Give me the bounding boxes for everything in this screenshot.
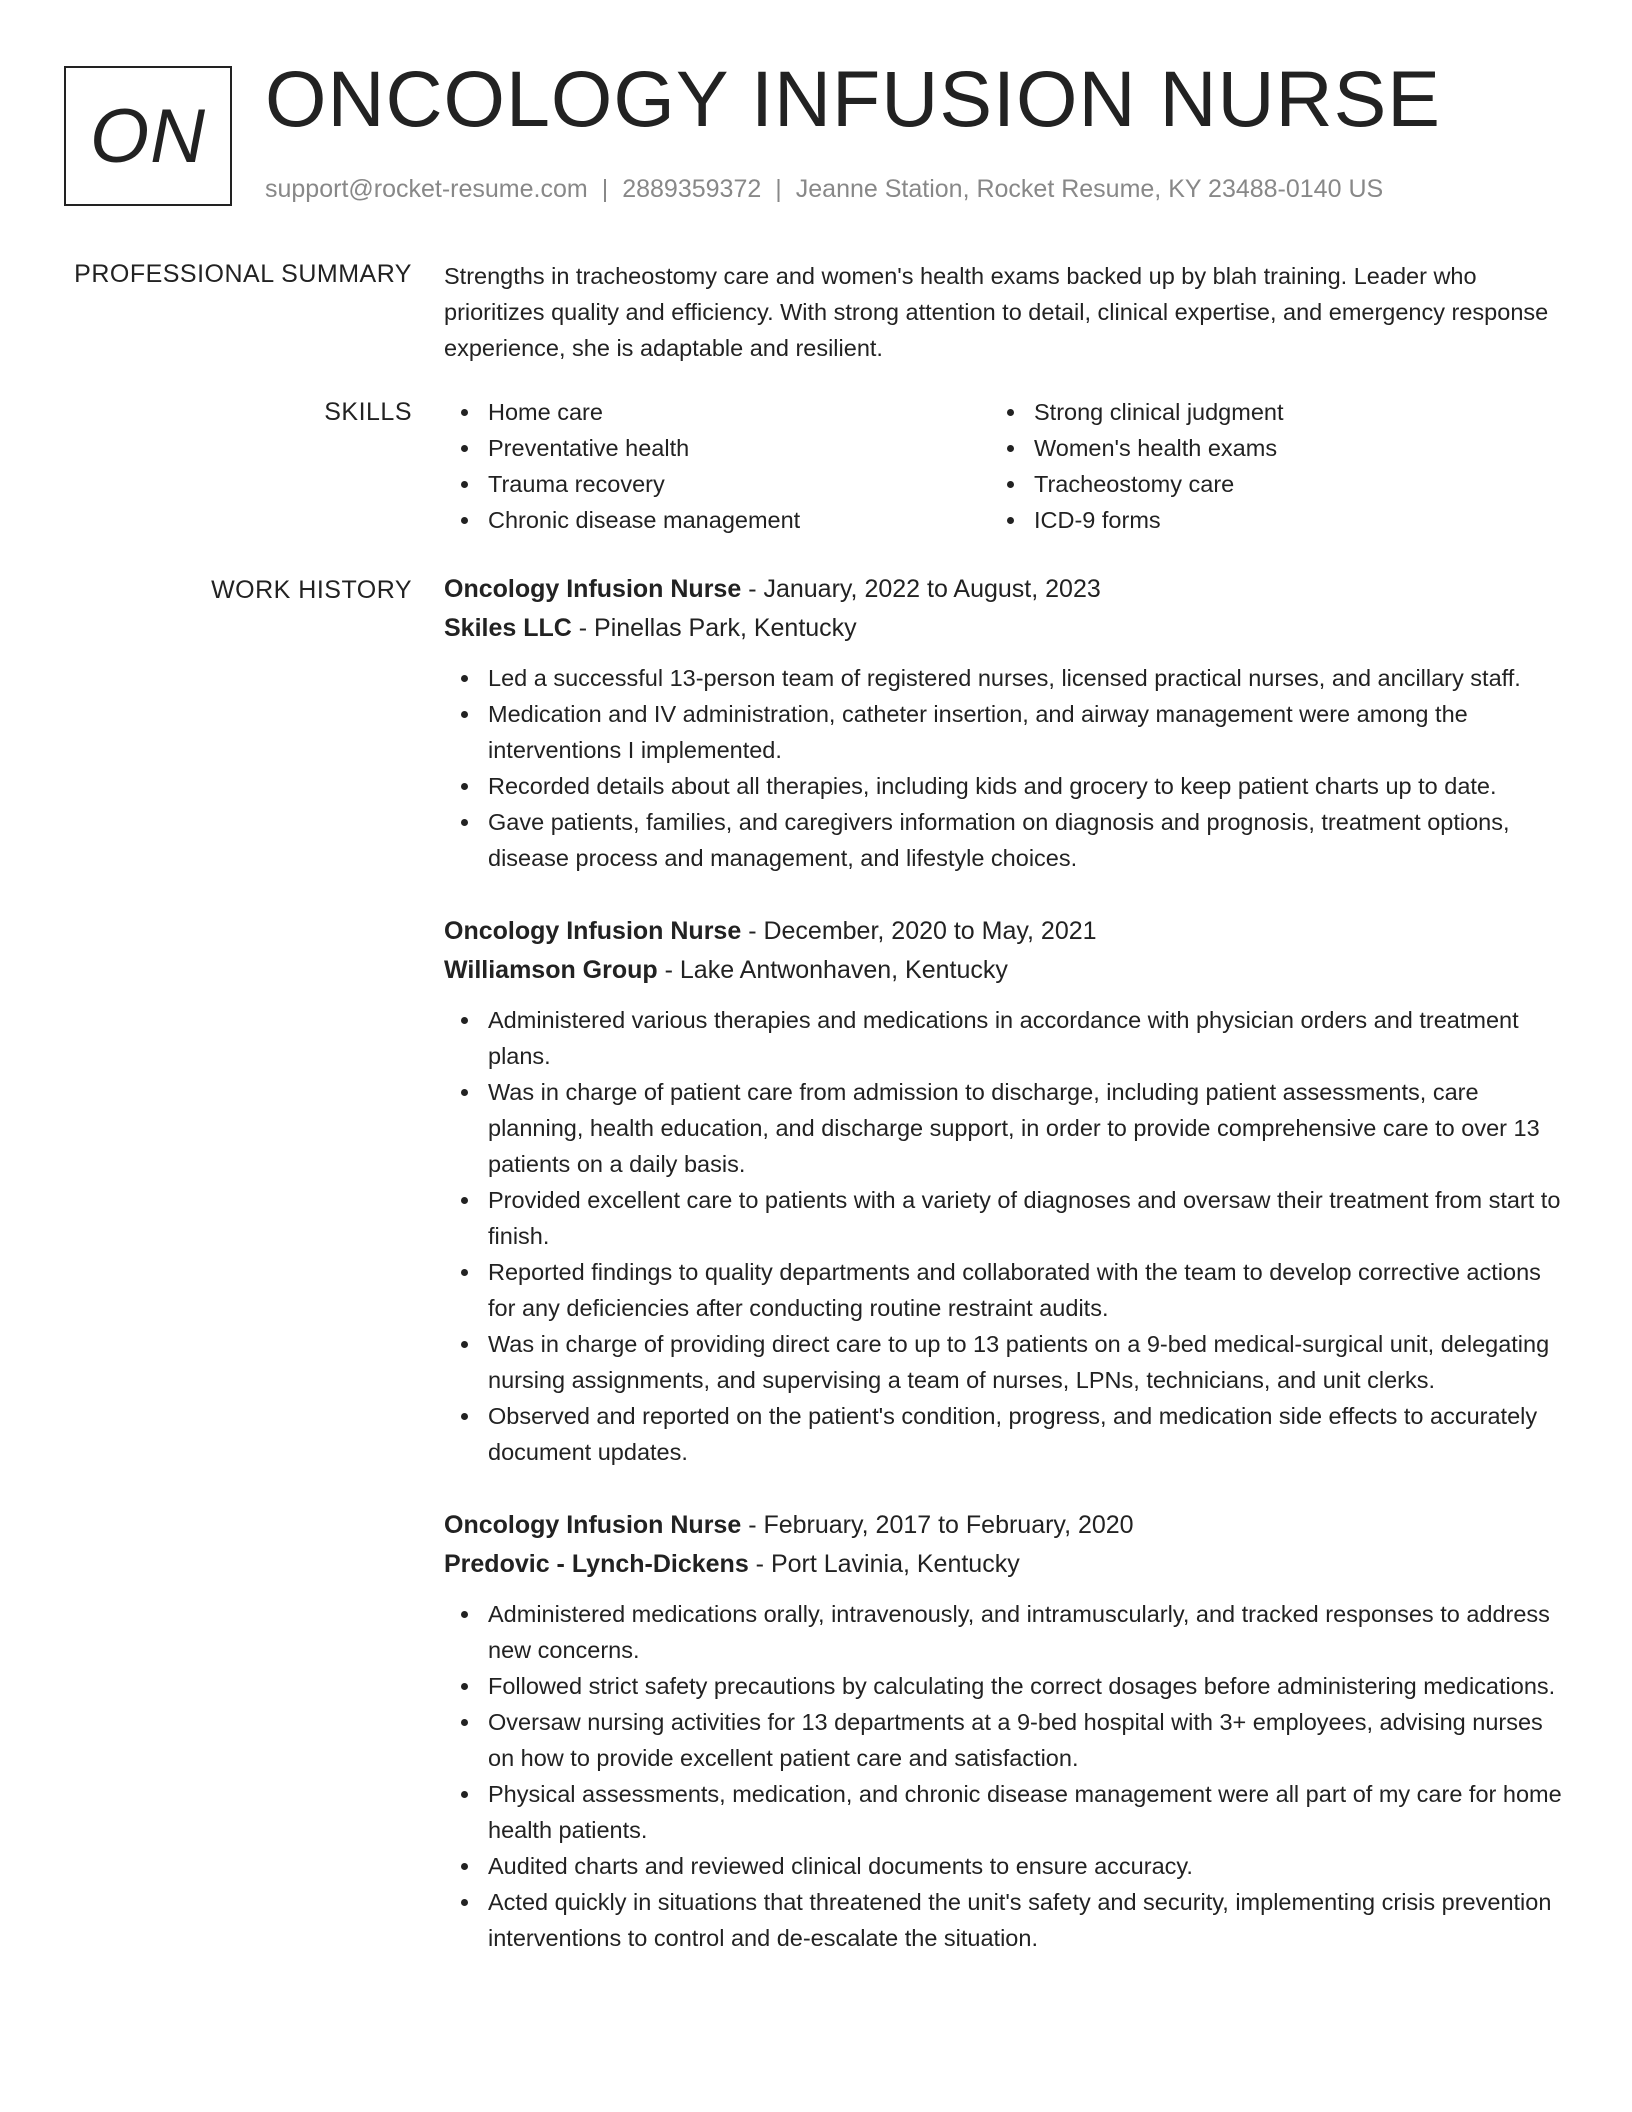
- duty-item: Gave patients, families, and caregivers information on diagnosis and prognosis, treatment options, disease process and management, and lifestyle choices.: [488, 804, 1564, 876]
- skills-list-right: [990, 394, 1536, 538]
- summary-text: Strengths in tracheostomy care and women's health exams backed up by blah training. Leader who prioritizes quality and efficiency. With strong attention to detail, clinical expertise, and emergency response experience, she is adaptable and resilient.: [444, 263, 1549, 361]
- monogram-box: ON: [64, 66, 232, 206]
- job-location: - Port Lavinia, Kentucky: [748, 1550, 1020, 1578]
- job-title-line: [444, 1506, 1564, 1545]
- duty-item: Recorded details about all therapies, including kids and grocery to keep patient charts up to date.: [488, 768, 1564, 804]
- job-location: - Lake Antwonhaven, Kentucky: [657, 956, 1008, 984]
- duty-item: Was in charge of patient care from admission to discharge, including patient assessments, care planning, health education, and discharge support, in order to provide comprehensive care to over 13 patients on a daily basis.: [488, 1074, 1564, 1182]
- duty-item: Reported findings to quality departments and collaborated with the team to develop corrective actions for any deficiencies after conducting routine restraint audits.: [488, 1254, 1564, 1326]
- job-entry: [444, 1506, 1564, 1956]
- duty-item: Administered medications orally, intravenously, and intramuscularly, and tracked responses to address new concerns.: [488, 1596, 1564, 1668]
- contact-address: Jeanne Station, Rocket Resume, KY 23488-0140 US: [795, 175, 1384, 203]
- duty-item: Physical assessments, medication, and chronic disease management were all part of my care for home health patients.: [488, 1776, 1564, 1848]
- job-company: Skiles LLC: [444, 614, 572, 642]
- duty-item: Acted quickly in situations that threatened the unit's safety and security, implementing crisis prevention interventions to control and de-escalate the situation.: [488, 1884, 1564, 1956]
- page-title: ONCOLOGY INFUSION NURSE: [265, 54, 1441, 143]
- duty-item: Oversaw nursing activities for 13 departments at a 9-bed hospital with 3+ employees, advising nurses on how to provide excellent patient care and satisfaction.: [488, 1704, 1564, 1776]
- duty-item: Administered various therapies and medications in accordance with physician orders and treatment plans.: [488, 1002, 1564, 1074]
- skill-item: Women's health exams: [1034, 430, 1536, 466]
- job-title: Oncology Infusion Nurse: [444, 1511, 742, 1539]
- duty-item: Audited charts and reviewed clinical documents to ensure accuracy.: [488, 1848, 1564, 1884]
- duty-item: Provided excellent care to patients with a variety of diagnoses and oversaw their treatment from start to finish.: [488, 1182, 1564, 1254]
- contact-line: [265, 175, 1383, 204]
- job-title: Oncology Infusion Nurse: [444, 575, 742, 603]
- job-company: Predovic - Lynch-Dickens: [444, 1550, 749, 1578]
- job-dates: - February, 2017 to February, 2020: [741, 1511, 1134, 1539]
- job-entry: [444, 570, 1564, 876]
- duty-item: Was in charge of providing direct care to up to 13 patients on a 9-bed medical-surgical unit, delegating nursing assignments, and supervising a team of nurses, LPNs, technicians, and unit clerks.: [488, 1326, 1564, 1398]
- skill-item: Strong clinical judgment: [1034, 394, 1536, 430]
- contact-separator: |: [775, 175, 782, 203]
- work-history-body: [444, 570, 1564, 1992]
- contact-separator: |: [601, 175, 609, 203]
- job-entry: [444, 912, 1564, 1470]
- job-title-line: [444, 912, 1564, 951]
- duty-item: Followed strict safety precautions by calculating the correct dosages before administering medications.: [488, 1668, 1564, 1704]
- job-duties-list: [444, 660, 1564, 876]
- section-label-summary: PROFESSIONAL SUMMARY: [74, 260, 412, 288]
- skills-list-left: [444, 394, 990, 538]
- summary-body: [444, 258, 1564, 366]
- job-duties-list: [444, 1002, 1564, 1470]
- skills-body: [444, 394, 1564, 538]
- skill-item: Chronic disease management: [488, 502, 990, 538]
- duty-item: Led a successful 13-person team of registered nurses, licensed practical nurses, and ancillary staff.: [488, 660, 1564, 696]
- contact-email[interactable]: support@rocket-resume.com: [265, 175, 588, 203]
- job-company-line: [444, 1545, 1564, 1584]
- job-title-line: [444, 570, 1564, 609]
- section-label-skills: SKILLS: [324, 398, 412, 426]
- section-label-work-history: WORK HISTORY: [211, 576, 412, 604]
- skill-item: Preventative health: [488, 430, 990, 466]
- job-company: Williamson Group: [444, 956, 658, 984]
- skill-item: Trauma recovery: [488, 466, 990, 502]
- contact-phone[interactable]: 2889359372: [622, 175, 762, 203]
- job-company-line: [444, 609, 1564, 648]
- job-dates: - December, 2020 to May, 2021: [741, 917, 1097, 945]
- skill-item: Home care: [488, 394, 990, 430]
- job-location: - Pinellas Park, Kentucky: [571, 614, 857, 642]
- job-company-line: [444, 951, 1564, 990]
- duty-item: Medication and IV administration, catheter insertion, and airway management were among the interventions I implemented.: [488, 696, 1564, 768]
- skill-item: Tracheostomy care: [1034, 466, 1536, 502]
- job-title: Oncology Infusion Nurse: [444, 917, 742, 945]
- skills-grid: [444, 394, 1564, 538]
- job-dates: - January, 2022 to August, 2023: [741, 575, 1101, 603]
- skill-item: ICD-9 forms: [1034, 502, 1536, 538]
- duty-item: Observed and reported on the patient's condition, progress, and medication side effects to accurately document updates.: [488, 1398, 1564, 1470]
- job-duties-list: [444, 1596, 1564, 1956]
